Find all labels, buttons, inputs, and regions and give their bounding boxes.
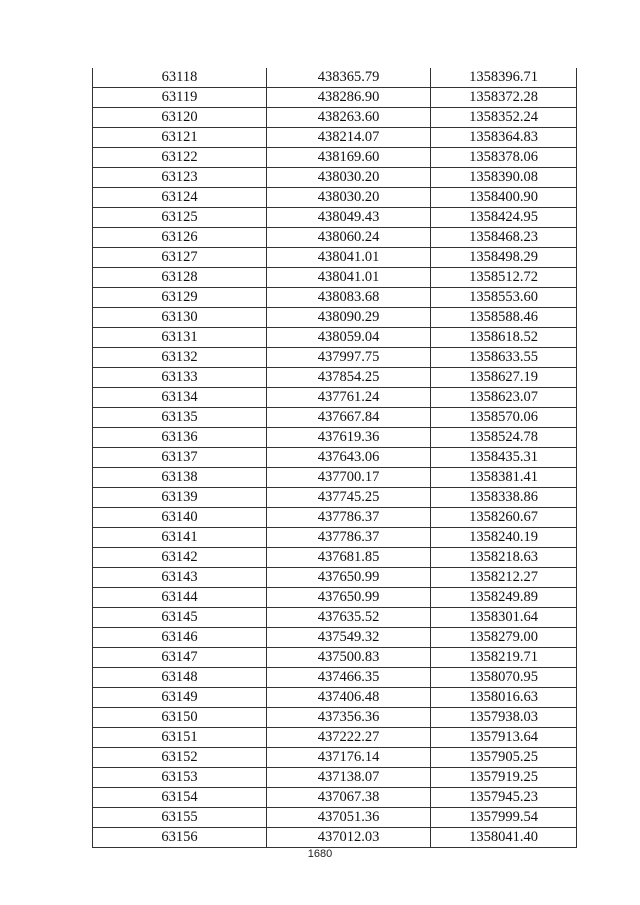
x-coordinate-cell: 437643.06 <box>267 448 431 468</box>
y-coordinate-cell: 1358301.64 <box>431 608 577 628</box>
y-coordinate-cell: 1358378.06 <box>431 148 577 168</box>
table-row <box>93 488 577 508</box>
x-coordinate-cell: 437549.32 <box>267 628 431 648</box>
table-row <box>93 228 577 248</box>
table-row <box>93 668 577 688</box>
y-coordinate-cell: 1358618.52 <box>431 328 577 348</box>
point-id-cell: 63140 <box>93 508 267 528</box>
y-coordinate-cell: 1357913.64 <box>431 728 577 748</box>
table-row <box>93 528 577 548</box>
x-coordinate-cell: 437997.75 <box>267 348 431 368</box>
table-row <box>93 188 577 208</box>
point-id-cell: 63118 <box>93 68 267 88</box>
point-id-cell: 63132 <box>93 348 267 368</box>
x-coordinate-cell: 437012.03 <box>267 828 431 848</box>
x-coordinate-cell: 438083.68 <box>267 288 431 308</box>
x-coordinate-cell: 438365.79 <box>267 68 431 88</box>
point-id-cell: 63152 <box>93 748 267 768</box>
table-row <box>93 768 577 788</box>
table-row <box>93 688 577 708</box>
point-id-cell: 63130 <box>93 308 267 328</box>
y-coordinate-cell: 1358570.06 <box>431 408 577 428</box>
point-id-cell: 63128 <box>93 268 267 288</box>
table-row <box>93 108 577 128</box>
x-coordinate-cell: 438286.90 <box>267 88 431 108</box>
table-row <box>93 248 577 268</box>
y-coordinate-cell: 1358512.72 <box>431 268 577 288</box>
point-id-cell: 63136 <box>93 428 267 448</box>
y-coordinate-cell: 1358016.63 <box>431 688 577 708</box>
y-coordinate-cell: 1358468.23 <box>431 228 577 248</box>
x-coordinate-cell: 437761.24 <box>267 388 431 408</box>
x-coordinate-cell: 438059.04 <box>267 328 431 348</box>
point-id-cell: 63148 <box>93 668 267 688</box>
point-id-cell: 63127 <box>93 248 267 268</box>
point-id-cell: 63156 <box>93 828 267 848</box>
point-id-cell: 63124 <box>93 188 267 208</box>
y-coordinate-cell: 1358249.89 <box>431 588 577 608</box>
y-coordinate-cell: 1358435.31 <box>431 448 577 468</box>
y-coordinate-cell: 1358424.95 <box>431 208 577 228</box>
y-coordinate-cell: 1358364.83 <box>431 128 577 148</box>
x-coordinate-cell: 437650.99 <box>267 568 431 588</box>
point-id-cell: 63150 <box>93 708 267 728</box>
point-id-cell: 63145 <box>93 608 267 628</box>
x-coordinate-cell: 437138.07 <box>267 768 431 788</box>
x-coordinate-cell: 437406.48 <box>267 688 431 708</box>
table-row <box>93 588 577 608</box>
table-row <box>93 468 577 488</box>
point-id-cell: 63119 <box>93 88 267 108</box>
x-coordinate-cell: 438049.43 <box>267 208 431 228</box>
x-coordinate-cell: 437466.35 <box>267 668 431 688</box>
table-row <box>93 168 577 188</box>
y-coordinate-cell: 1358381.41 <box>431 468 577 488</box>
point-id-cell: 63139 <box>93 488 267 508</box>
point-id-cell: 63123 <box>93 168 267 188</box>
page-number: 1680 <box>307 848 333 860</box>
y-coordinate-cell: 1358390.08 <box>431 168 577 188</box>
table-row <box>93 648 577 668</box>
table-row <box>93 828 577 848</box>
x-coordinate-cell: 438060.24 <box>267 228 431 248</box>
table-row <box>93 708 577 728</box>
point-id-cell: 63122 <box>93 148 267 168</box>
y-coordinate-cell: 1358240.19 <box>431 528 577 548</box>
table-row <box>93 68 577 88</box>
point-id-cell: 63153 <box>93 768 267 788</box>
y-coordinate-cell: 1358588.46 <box>431 308 577 328</box>
point-id-cell: 63143 <box>93 568 267 588</box>
y-coordinate-cell: 1358219.71 <box>431 648 577 668</box>
point-id-cell: 63147 <box>93 648 267 668</box>
x-coordinate-cell: 437635.52 <box>267 608 431 628</box>
table-row <box>93 268 577 288</box>
y-coordinate-cell: 1357919.25 <box>431 768 577 788</box>
x-coordinate-cell: 437681.85 <box>267 548 431 568</box>
x-coordinate-cell: 438090.29 <box>267 308 431 328</box>
table-row <box>93 128 577 148</box>
point-id-cell: 63137 <box>93 448 267 468</box>
point-id-cell: 63151 <box>93 728 267 748</box>
table-row <box>93 348 577 368</box>
x-coordinate-cell: 437650.99 <box>267 588 431 608</box>
point-id-cell: 63155 <box>93 808 267 828</box>
point-id-cell: 63141 <box>93 528 267 548</box>
point-id-cell: 63144 <box>93 588 267 608</box>
coordinate-table <box>92 68 577 848</box>
x-coordinate-cell: 437356.36 <box>267 708 431 728</box>
point-id-cell: 63134 <box>93 388 267 408</box>
x-coordinate-cell: 437619.36 <box>267 428 431 448</box>
x-coordinate-cell: 437222.27 <box>267 728 431 748</box>
table-row <box>93 308 577 328</box>
x-coordinate-cell: 437067.38 <box>267 788 431 808</box>
table-row <box>93 368 577 388</box>
point-id-cell: 63146 <box>93 628 267 648</box>
point-id-cell: 63131 <box>93 328 267 348</box>
x-coordinate-cell: 438041.01 <box>267 268 431 288</box>
y-coordinate-cell: 1358041.40 <box>431 828 577 848</box>
x-coordinate-cell: 437176.14 <box>267 748 431 768</box>
y-coordinate-cell: 1358279.00 <box>431 628 577 648</box>
table-row <box>93 328 577 348</box>
table-row <box>93 728 577 748</box>
table-row <box>93 568 577 588</box>
y-coordinate-cell: 1358070.95 <box>431 668 577 688</box>
y-coordinate-cell: 1357999.54 <box>431 808 577 828</box>
x-coordinate-cell: 438169.60 <box>267 148 431 168</box>
y-coordinate-cell: 1358212.27 <box>431 568 577 588</box>
x-coordinate-cell: 438041.01 <box>267 248 431 268</box>
point-id-cell: 63133 <box>93 368 267 388</box>
y-coordinate-cell: 1358553.60 <box>431 288 577 308</box>
point-id-cell: 63126 <box>93 228 267 248</box>
y-coordinate-cell: 1358524.78 <box>431 428 577 448</box>
y-coordinate-cell: 1358372.28 <box>431 88 577 108</box>
point-id-cell: 63142 <box>93 548 267 568</box>
y-coordinate-cell: 1357905.25 <box>431 748 577 768</box>
table-row <box>93 388 577 408</box>
table-row <box>93 148 577 168</box>
point-id-cell: 63125 <box>93 208 267 228</box>
table-row <box>93 788 577 808</box>
table-row <box>93 628 577 648</box>
y-coordinate-cell: 1358352.24 <box>431 108 577 128</box>
y-coordinate-cell: 1357945.23 <box>431 788 577 808</box>
x-coordinate-cell: 438030.20 <box>267 188 431 208</box>
y-coordinate-cell: 1358338.86 <box>431 488 577 508</box>
y-coordinate-cell: 1358498.29 <box>431 248 577 268</box>
coordinate-table-container <box>92 68 573 848</box>
table-row <box>93 508 577 528</box>
x-coordinate-cell: 438030.20 <box>267 168 431 188</box>
point-id-cell: 63120 <box>93 108 267 128</box>
x-coordinate-cell: 437786.37 <box>267 508 431 528</box>
x-coordinate-cell: 437500.83 <box>267 648 431 668</box>
point-id-cell: 63129 <box>93 288 267 308</box>
table-row <box>93 448 577 468</box>
point-id-cell: 63135 <box>93 408 267 428</box>
x-coordinate-cell: 438263.60 <box>267 108 431 128</box>
table-row <box>93 748 577 768</box>
x-coordinate-cell: 437786.37 <box>267 528 431 548</box>
point-id-cell: 63138 <box>93 468 267 488</box>
y-coordinate-cell: 1358627.19 <box>431 368 577 388</box>
table-row <box>93 208 577 228</box>
table-row <box>93 548 577 568</box>
x-coordinate-cell: 438214.07 <box>267 128 431 148</box>
coordinate-table-body <box>93 68 577 848</box>
y-coordinate-cell: 1358400.90 <box>431 188 577 208</box>
y-coordinate-cell: 1358396.71 <box>431 68 577 88</box>
point-id-cell: 63154 <box>93 788 267 808</box>
table-row <box>93 428 577 448</box>
table-row <box>93 808 577 828</box>
table-row <box>93 408 577 428</box>
point-id-cell: 63149 <box>93 688 267 708</box>
y-coordinate-cell: 1358623.07 <box>431 388 577 408</box>
table-row <box>93 88 577 108</box>
table-row <box>93 608 577 628</box>
table-row <box>93 288 577 308</box>
x-coordinate-cell: 437667.84 <box>267 408 431 428</box>
x-coordinate-cell: 437051.36 <box>267 808 431 828</box>
x-coordinate-cell: 437745.25 <box>267 488 431 508</box>
y-coordinate-cell: 1358633.55 <box>431 348 577 368</box>
y-coordinate-cell: 1358218.63 <box>431 548 577 568</box>
point-id-cell: 63121 <box>93 128 267 148</box>
x-coordinate-cell: 437700.17 <box>267 468 431 488</box>
y-coordinate-cell: 1357938.03 <box>431 708 577 728</box>
y-coordinate-cell: 1358260.67 <box>431 508 577 528</box>
x-coordinate-cell: 437854.25 <box>267 368 431 388</box>
